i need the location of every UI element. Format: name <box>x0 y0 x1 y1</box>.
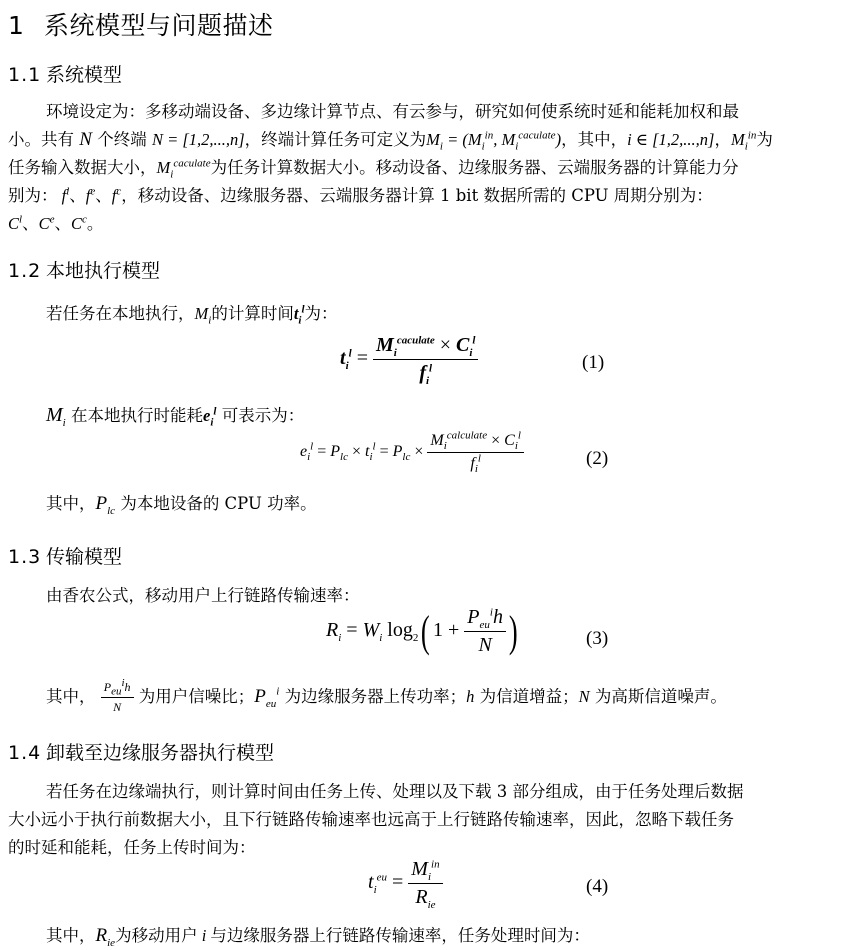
paragraph-line: 的时延和能耗，任务上传时间为： <box>8 838 256 857</box>
section-heading <box>8 6 274 42</box>
paragraph-line: 任务输入数据大小，$M_i^{caculate}$为任务计算数据大小。移动设备、边缘服务器、云端服务器的计算能力分 <box>8 157 739 181</box>
paragraph-line: 若任务在本地执行，$M_i$的计算时间$t_i^l$为： <box>46 303 338 327</box>
subsection-heading-1-4: 1.4 卸载至边缘服务器执行模型 <box>8 742 275 764</box>
paragraph-line: 由香农公式，移动用户上行链路传输速率： <box>46 586 360 605</box>
subsection-heading-1-3: 1.3 传输模型 <box>8 546 123 568</box>
paragraph-line: 若任务在边缘端执行，则计算时间由任务上传、处理以及下载 3 部分组成，由于任务处理后数据 <box>46 782 744 801</box>
section-title: 系统模型与问题描述 <box>44 11 274 40</box>
paragraph-line: 别为： $f^l$、$f^e$、$f^c$，移动设备、边缘服务器、云端服务器计算 1 bit 数据所需的 CPU 周期分别为： <box>8 185 713 205</box>
section-number: 1 <box>8 11 25 40</box>
equation-1: $t_i^l$ = $\frac{M_i^{caculate} \times C_i^l}{f_i^l}$ <box>340 334 478 385</box>
paragraph-line: 其中， $\frac{P_{eu}^ih}{N}$ 为用户信噪比；$P_{eu}^i$ 为边缘服务器上传功率；h 为信道增益；N 为高斯信道噪声。 <box>46 677 727 714</box>
equation-number-3: (3) <box>586 628 609 649</box>
paragraph-line: $C^l$、Ce、$C^c$。 <box>8 213 104 233</box>
paragraph-line: 其中，$P_{lc}$ 为本地设备的 CPU 功率。 <box>46 493 317 517</box>
equation-number-2: (2) <box>586 448 609 469</box>
subsection-heading-1-1: 1.1 系统模型 <box>8 64 123 86</box>
equation-3: $R_i = W_i$ $\log_2$( 1 + $\frac{P_{eu}^ih}{N}$ ) <box>326 606 518 656</box>
paragraph-line: 环境设定为：多移动端设备、多边缘计算节点、有云参与，研究如何使系统时延和能耗加权和最 <box>46 102 739 121</box>
equation-number-4: (4) <box>586 876 609 897</box>
paragraph-line: 其中，$R_{ie}$为移动用户 i 与边缘服务器上行链路传输速率，任务处理时间为： <box>46 925 590 949</box>
paragraph-line: $M_i$ 在本地执行时能耗$e_i^l$ 可表示为： <box>46 404 305 429</box>
equation-2: $e_i^l = P_{lc} \times t_i^l = P_{lc}$ × $\frac{M_i^{calculate} \times C_i^l}{f_i^l}$ <box>300 432 524 473</box>
equation-number-1: (1) <box>582 352 605 373</box>
paragraph-line: 大小远小于执行前数据大小，且下行链路传输速率也远高于上行链路传输速率，因此，忽略下载任务 <box>8 810 734 829</box>
subsection-heading-1-2: 1.2 本地执行模型 <box>8 260 161 282</box>
paragraph-line: 小。共有 N 个终端 N = [1,2,...,n]，终端计算任务可定义为$M_i = (M_i^{in}$, $M_i^{caculate}$)，其中，i ∈ [1,2,...,n]，$M_i^{in}$为 <box>8 129 773 153</box>
equation-4: $t_i^{eu}$ = $\frac{M_i^{in}}{R_{ie}}$ <box>368 858 443 909</box>
